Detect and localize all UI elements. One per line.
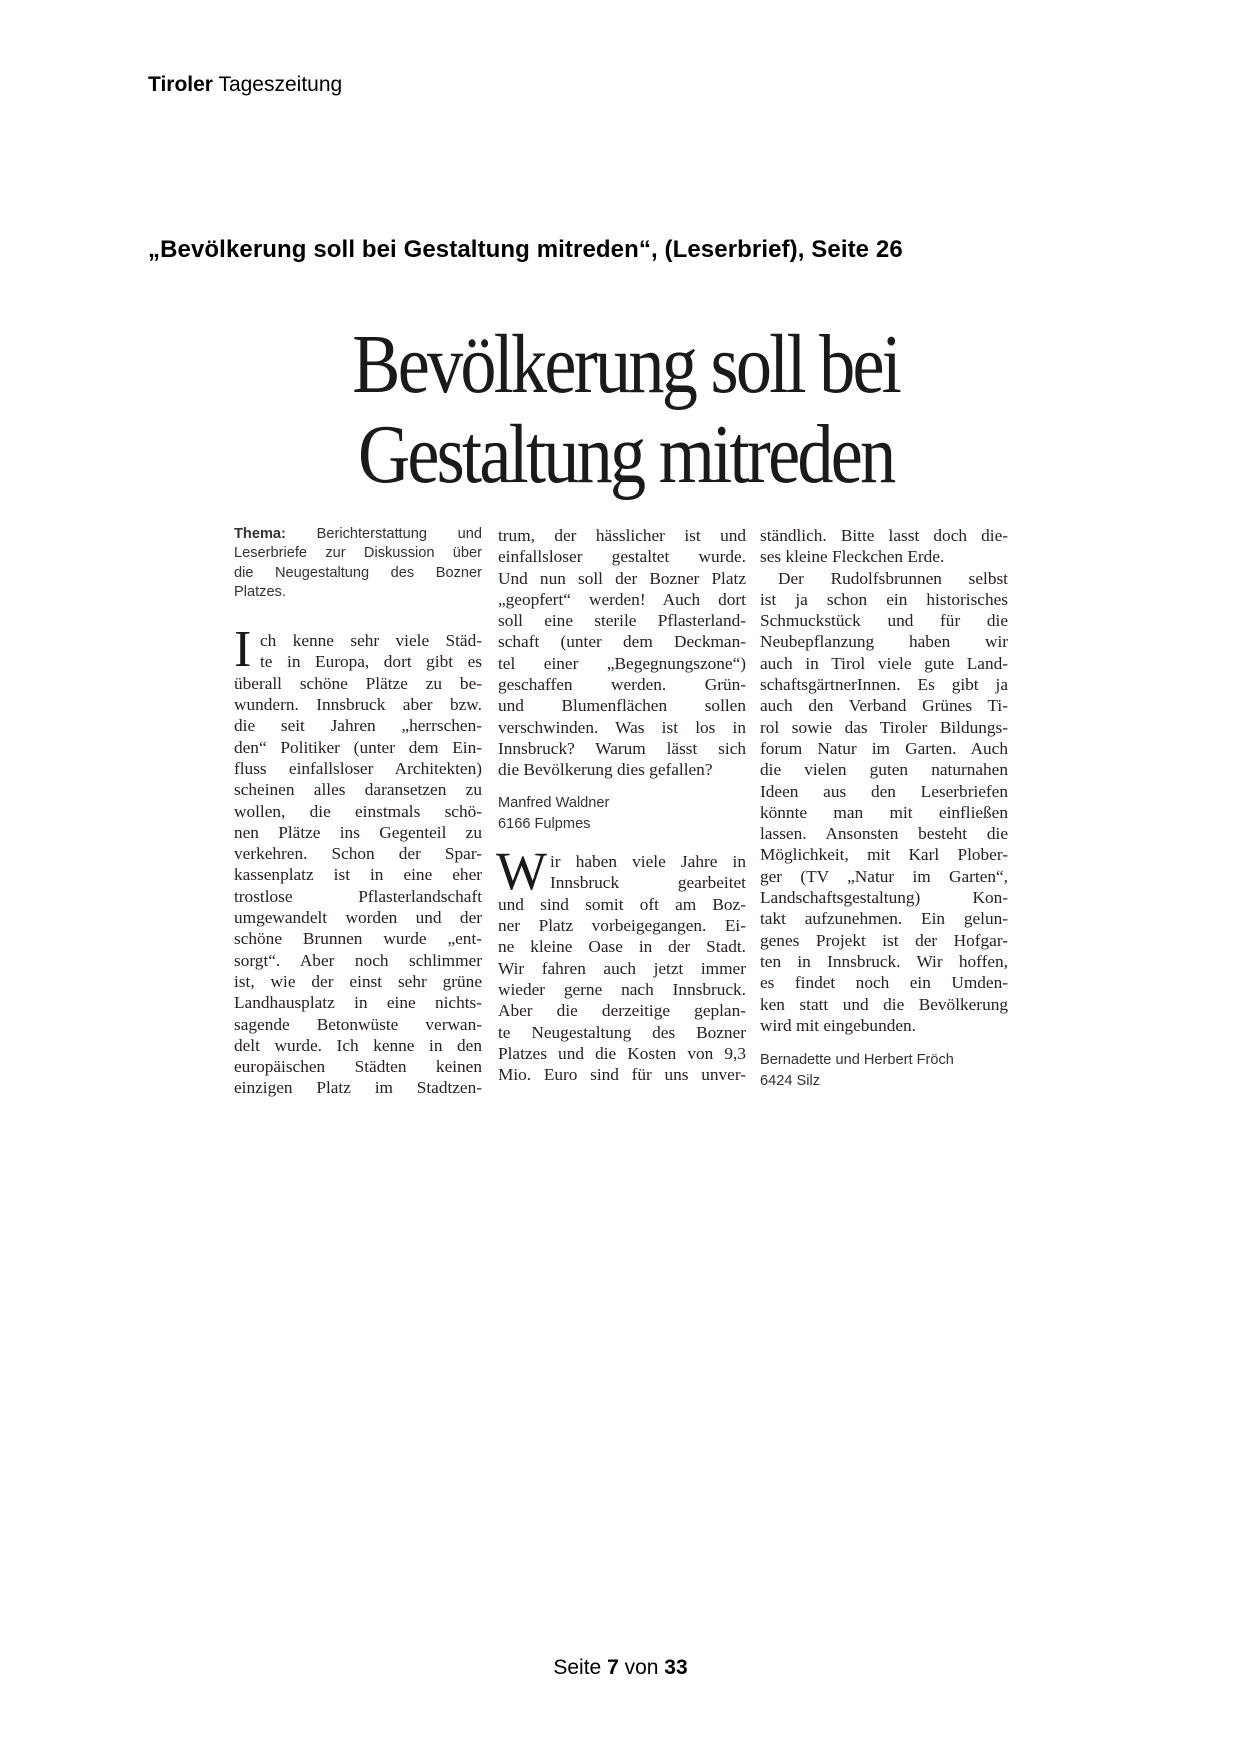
- text-line: ger (TV „Natur im Garten“,: [760, 866, 1008, 886]
- dropcap: I: [234, 621, 252, 679]
- text-line: auch in Tirol viele gute Land-: [760, 653, 1008, 673]
- text-line: Innsbruck? Warum lässt sich: [498, 738, 746, 758]
- thema-text: die Neugestaltung des Bozner: [234, 564, 482, 581]
- text-line: Und nun soll der Bozner Platz: [498, 568, 746, 588]
- document-title: „Bevölkerung soll bei Gestaltung mitreden“, (Leserbrief), Seite 26: [148, 236, 903, 263]
- article-headline: [286, 320, 965, 500]
- text-line: schöne Brunnen wurde „ent-: [234, 929, 482, 949]
- text-line: Aber die derzeitige geplan-: [498, 1001, 746, 1021]
- text-line: sorgt“. Aber noch schlimmer: [234, 950, 482, 970]
- text-line: verkehren. Schon der Spar-: [234, 844, 482, 864]
- text-line: geschaffen werden. Grün-: [498, 675, 746, 695]
- text-line: rol sowie das Tiroler Bildungs-: [760, 717, 1008, 737]
- text-line: ken statt und die Bevölkerung: [760, 994, 1008, 1014]
- article-column-2: [498, 525, 746, 1085]
- text-line: kassenplatz ist in eine eher: [234, 865, 482, 885]
- publication-name-bold: Tiroler: [148, 73, 213, 96]
- page-footer: [0, 1656, 1241, 1680]
- text-line: Möglichkeit, mit Karl Plober-: [760, 845, 1008, 865]
- text-line: wieder gerne nach Innsbruck.: [498, 979, 746, 999]
- letter-1-signature: [498, 793, 746, 836]
- text-line: verschwinden. Was ist los in: [498, 717, 746, 737]
- text-line: Ideen aus den Leserbriefen: [760, 781, 1008, 801]
- text-line: trum, der hässlicher ist und: [498, 526, 746, 545]
- text-line: delt wurde. Ich kenne in den: [234, 1035, 482, 1055]
- headline-line: Gestaltung mitreden: [357, 408, 894, 501]
- thema-label: Thema:: [234, 526, 286, 542]
- text-line: überall schöne Plätze zu be-: [234, 673, 482, 693]
- text-line: ner Platz vorbeigegangen. Ei-: [498, 916, 746, 936]
- headline-line: Bevölkerung soll bei: [352, 318, 900, 411]
- publication-name-regular: Tageszeitung: [218, 73, 343, 96]
- text-line: ständlich. Bitte lasst doch die-: [760, 526, 1008, 545]
- text-line: wundern. Innsbruck aber bzw.: [234, 695, 482, 715]
- text-line: schaft (unter dem Deckman-: [498, 632, 746, 652]
- thema-text: Platzes.: [234, 583, 286, 600]
- newspaper-clipping: [230, 320, 1010, 1100]
- text-line: „geopfert“ werden! Auch dort: [498, 589, 746, 609]
- text-line: Landhausplatz in eine nichts-: [234, 993, 482, 1013]
- text-line: Wir fahren auch jetzt immer: [498, 958, 746, 978]
- publication-header: [148, 73, 342, 97]
- text-line: Mio. Euro sind für uns unver-: [498, 1065, 746, 1085]
- text-line: tel einer „Begegnungszone“): [498, 653, 746, 673]
- text-line: den“ Politiker (unter dem Ein-: [234, 737, 482, 757]
- text-line: lassen. Ansonsten besteht die: [760, 824, 1008, 844]
- text-line: könnte man mit einfließen: [760, 802, 1008, 822]
- text-line: scheinen alles daransetzen zu: [234, 780, 482, 800]
- text-line: Landschaftsgestaltung) Kon-: [760, 888, 1008, 908]
- article-column-1: [234, 525, 482, 1099]
- signature-name: Manfred Waldner: [498, 794, 610, 811]
- text-line: und Blumenflächen sollen: [498, 696, 746, 716]
- thema-text: Berichterstattung und: [285, 526, 482, 542]
- page-separator: von: [624, 1656, 659, 1679]
- signature-name: Bernadette und Herbert Fröch: [760, 1052, 954, 1069]
- letter-2-body: [496, 841, 746, 1085]
- text-line: Neubepflanzung haben wir: [760, 632, 1008, 652]
- article-column-3: [760, 525, 1008, 1093]
- text-line: Schmuckstück und für die: [760, 611, 1008, 631]
- text-line: die seit Jahren „herrschen-: [234, 716, 482, 736]
- text-line: wird mit eingebunden.: [760, 1015, 916, 1035]
- text-line: einzigen Platz im Stadtzen-: [234, 1078, 482, 1098]
- text-line: ir haben viele Jahre in: [550, 852, 746, 872]
- text-line: forum Natur im Garten. Auch: [760, 738, 1008, 758]
- total-pages: 33: [664, 1656, 688, 1679]
- text-line: ch kenne sehr viele Städ-: [260, 631, 482, 651]
- text-line: es findet noch ein Umden-: [760, 973, 1008, 993]
- text-line: auch den Verband Grünes Ti-: [760, 696, 1008, 716]
- signature-location: 6166 Fulpmes: [498, 815, 591, 832]
- text-line: ist ja schon ein historisches: [760, 589, 1008, 609]
- text-line: sagende Betonwüste verwan-: [234, 1014, 482, 1034]
- page-label: Seite: [553, 1656, 602, 1679]
- text-line: umgewandelt worden und der: [234, 908, 482, 928]
- signature-location: 6424 Silz: [760, 1073, 821, 1090]
- text-line: fluss einfallsloser Architekten): [234, 758, 482, 778]
- letter-1-body: [234, 621, 482, 1099]
- text-line: einfallsloser gestaltet wurde.: [498, 547, 746, 567]
- text-line: die Bevölkerung dies gefallen?: [498, 760, 713, 780]
- text-line: Innsbruck gearbeitet: [550, 873, 746, 893]
- text-line: europäischen Städten keinen: [234, 1057, 482, 1077]
- text-line: nen Plätze ins Gegenteil zu: [234, 822, 482, 842]
- text-line: genes Projekt ist der Hofgar-: [760, 930, 1008, 950]
- letter-2-signature: [760, 1050, 1008, 1093]
- thema-text: Leserbriefe zur Diskussion über: [234, 545, 482, 562]
- text-line: trostlose Pflasterlandschaft: [234, 886, 482, 906]
- text-line: ses kleine Fleckchen Erde.: [760, 547, 945, 567]
- text-line: und sind somit oft am Boz-: [498, 894, 746, 914]
- dropcap: W: [496, 841, 547, 902]
- text-line: soll eine sterile Pflasterland-: [498, 611, 746, 631]
- text-line: te Neugestaltung des Bozner: [498, 1022, 746, 1042]
- text-line: wollen, die einstmals schö-: [234, 801, 482, 821]
- text-line: ne kleine Oase in der Stadt.: [498, 937, 746, 957]
- text-line: ist, wie der einst sehr grüne: [234, 971, 482, 991]
- current-page-number: 7: [607, 1656, 619, 1679]
- text-line: te in Europa, dort gibt es: [260, 652, 482, 672]
- text-line: ten in Innsbruck. Wir hoffen,: [760, 951, 1008, 971]
- text-line: Der Rudolfsbrunnen selbst: [778, 568, 1008, 588]
- text-line: takt aufzunehmen. Ein gelun-: [760, 909, 1008, 929]
- text-line: Platzes und die Kosten von 9,3: [498, 1043, 746, 1063]
- text-line: die vielen guten naturnahen: [760, 760, 1008, 780]
- thema-box: [234, 525, 482, 602]
- text-line: schaftsgärtnerInnen. Es gibt ja: [760, 675, 1008, 695]
